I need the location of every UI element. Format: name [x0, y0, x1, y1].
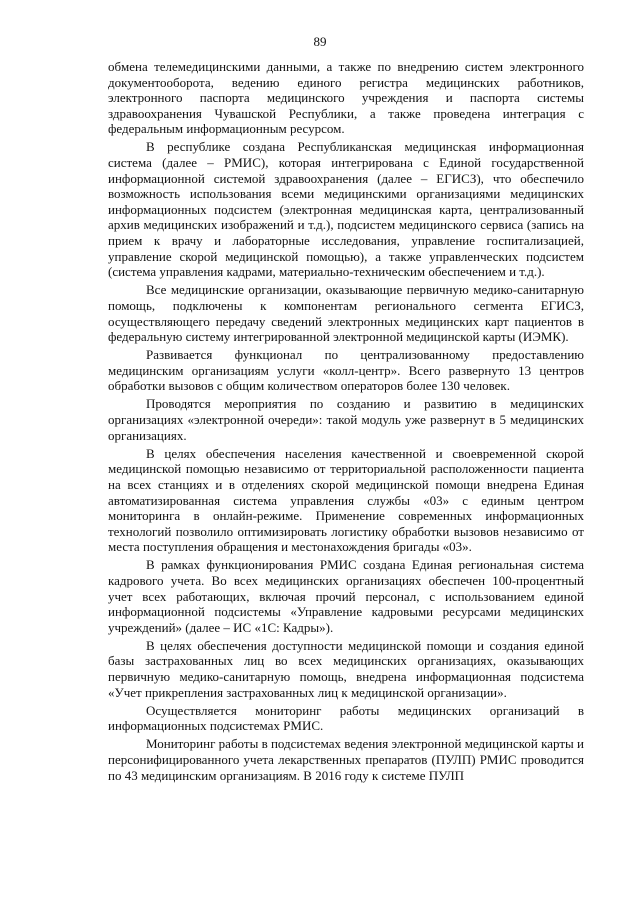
paragraph-monitoring: Осуществляется мониторинг работы медицинских организаций в информационных подсистемах РМИС.: [108, 702, 584, 734]
paragraph-electronic-queue: Проводятся мероприятия по созданию и развитию в медицинских организациях «электронной очереди»: такой модуль уже развернут в 5 медицинских организациях.: [108, 396, 584, 443]
paragraph-rmis: В республике создана Республиканская медицинская информационная система (далее – РМИС), которая интегрирована с Единой государственной информационной системой здравоохранения (далее – ЕГИСЗ), что обеспечило возможность использования всеми медицинскими организациями медицинских информационных подсистем (электронная медицинская карта, централизованный архив медицинских изображений и т.д.), подсистем медицинского сервиса (запись на прием к врачу и лабораторные исследования, управление госпитализацией, управление скорой медицинской помощью), а также управленческих подсистем (система управления кадрами, материально-техническим обеспечением и т.д.).: [108, 139, 584, 280]
body-text: [108, 59, 584, 786]
paragraph-call-center: Развивается функционал по централизованному предоставлению медицинским организациям услуги «колл-центр». Всего развернуто 13 центров обработки вызовов с общим количеством операторов более 130 человек.: [108, 347, 584, 394]
page-number: 89: [313, 34, 327, 49]
paragraph-emergency-service: В целях обеспечения населения качественной и своевременной скорой медицинской помощью независимо от территориальной расположенности пациента на всех станциях и в отделениях скорой медицинской помощи внедрена Единая автоматизированная система управления службы «03» с единым центром мониторинга в онлайн-режиме. Применение современных информационных технологий позволило оптимизировать логистику обработки вызовов независимо от места поступления обращения и местонахождения бригады «03».: [108, 445, 584, 555]
paragraph-insured-base: В целях обеспечения доступности медицинской помощи и создания единой базы застрахованных лиц во всех медицинских организациях, оказывающих первичную медико-санитарную помощь, внедрена информационная подсистема «Учет прикрепления застрахованных лиц к медицинской организации».: [108, 637, 584, 700]
paragraph-continuation: обмена телемедицинскими данными, а также по внедрению систем электронного документооборота, ведению единого регистра медицинских работников, электронного паспорта медицинского учреждения и паспорта системы здравоохранения Чувашской Республики, а также проведена интеграция с федеральным информационным ресурсом.: [108, 59, 584, 137]
paragraph-hr-accounting: В рамках функционирования РМИС создана Единая региональная система кадрового учета. Во всех медицинских организациях обеспечен 100-процентный учет всех работающих, включая прочий персонал, с использованием единой информационной подсистемы «Управление кадровыми ресурсами медицинских учреждений» (далее – ИС «1С: Кадры»).: [108, 557, 584, 635]
paragraph-egisz-connection: Все медицинские организации, оказывающие первичную медико-санитарную помощь, подключены к компонентам регионального сегмента ЕГИСЗ, осуществляющего передачу сведений электронных медицинских карт пациентов в федеральную систему интегрированной электронной медицинской карты (ИЭМК).: [108, 282, 584, 345]
paragraph-pulp-monitoring: Мониторинг работы в подсистемах ведения электронной медицинской карты и персонифицированного учета лекарственных препаратов (ПУЛП) РМИС проводится по 43 медицинским организациям. В 2016 году к системе ПУЛП: [108, 736, 584, 783]
